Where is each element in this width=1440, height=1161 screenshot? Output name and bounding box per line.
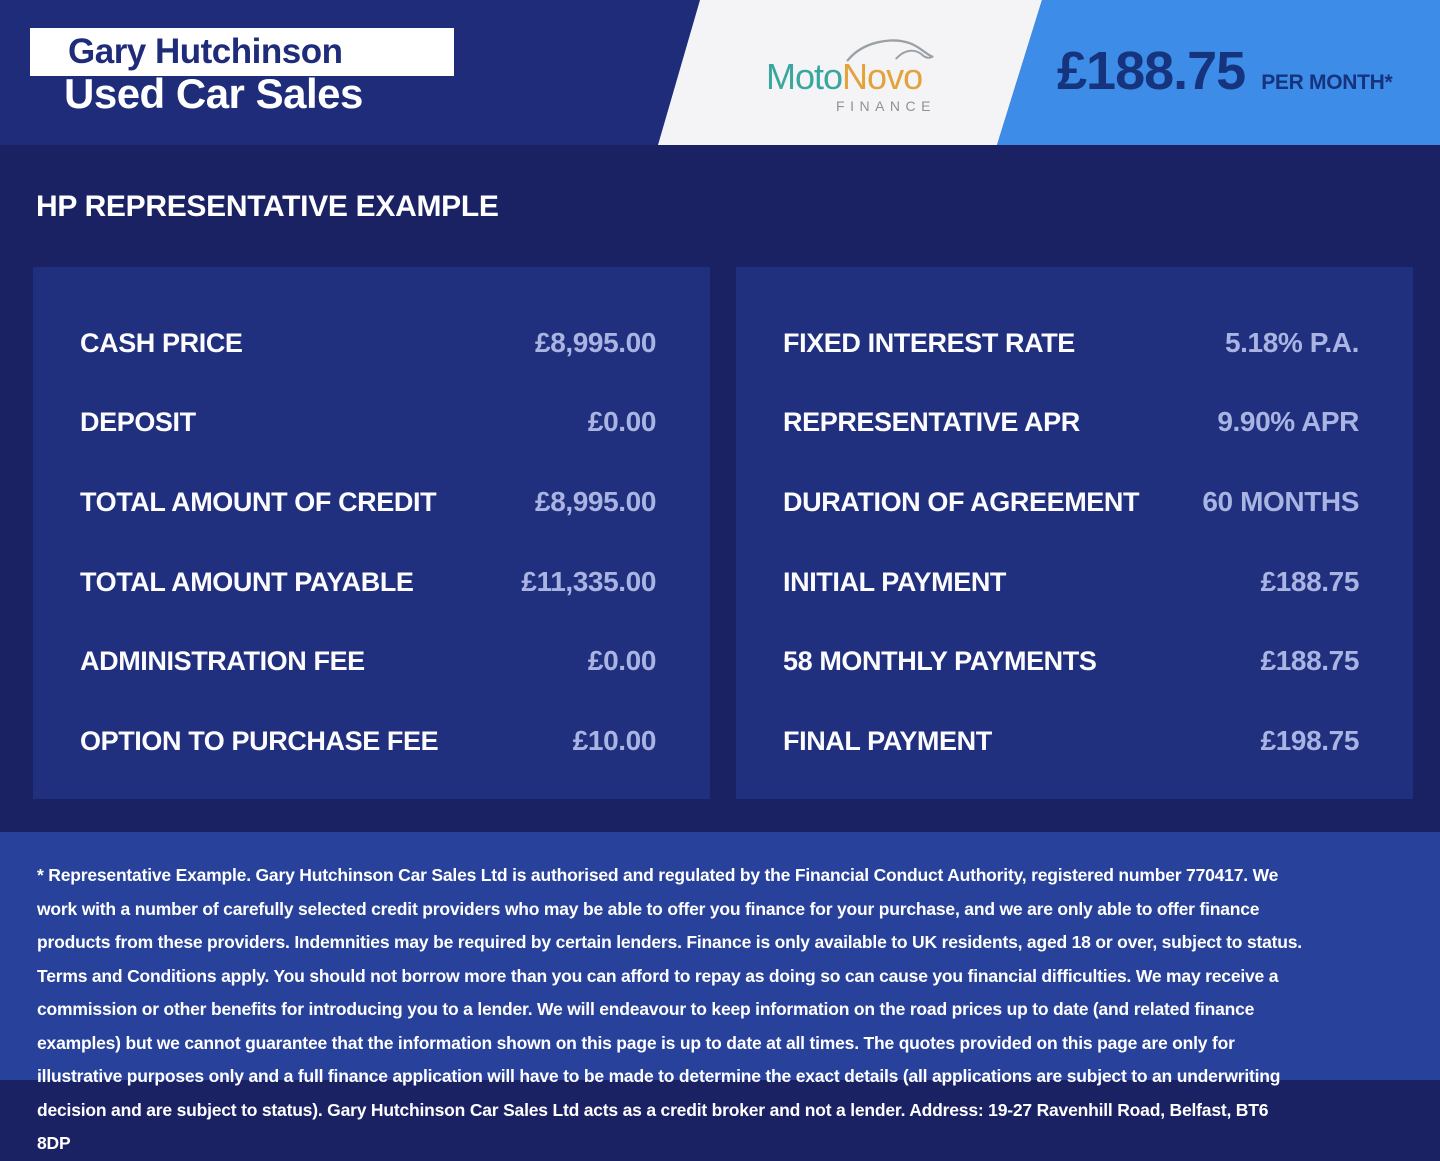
finance-panel-left [33, 267, 710, 799]
monthly-price [1057, 40, 1392, 102]
row-label: 58 MONTHLY PAYMENTS [783, 646, 1097, 677]
row-label: INITIAL PAYMENT [783, 566, 1007, 597]
table-row [783, 645, 1359, 677]
row-label: DEPOSIT [80, 407, 196, 438]
finance-logo [766, 36, 936, 114]
row-label: CASH PRICE [80, 327, 243, 358]
row-label: TOTAL AMOUNT OF CREDIT [80, 487, 437, 518]
table-row [783, 406, 1359, 438]
monthly-price-suffix: PER MONTH* [1261, 71, 1393, 94]
finance-logo-novo: Novo [842, 56, 923, 97]
row-value: 5.18% P.A. [1224, 326, 1359, 358]
disclaimer-text: * Representative Example. Gary Hutchinson Car Sales Ltd is authorised and regulated by the Financial Conduct Authority, registered number 770417. We work with a number of carefully selected credit providers who may be able to offer you finance for your purchase, and we are only able to offer finance products from these providers. Indemnities may be required by certain lenders. Finance is only available to UK residents, aged 18 or over, subject to status. Terms and Conditions apply. You should not borrow more than you can afford to repay as doing so can cause you financial difficulties. We may receive a commission or other benefits for introducing you to a lender. We will endeavour to keep information on the road prices up to date (and related finance examples) but we cannot guarantee that the information shown on this page is up to date at all times. The quotes provided on this page are only for illustrative purposes only and a full finance application will have to be made to determine the exact details (all applications are subject to an underwriting decision and are subject to status). Gary Hutchinson Car Sales Ltd acts as a credit broker and not a lender. Address: 19-27 Ravenhill Road, Belfast, BT6 8DP [37, 865, 1302, 1153]
row-value: 60 MONTHS [1202, 486, 1359, 518]
main-section [0, 145, 1440, 832]
table-row [783, 327, 1359, 359]
finance-logo-moto: Moto [766, 56, 843, 97]
row-value: £188.75 [1260, 565, 1359, 597]
table-row [783, 566, 1359, 598]
dealer-name: Gary Hutchinson [68, 32, 343, 71]
row-label: REPRESENTATIVE APR [783, 407, 1080, 438]
table-row [80, 486, 656, 518]
row-value: £10.00 [572, 725, 656, 757]
footer [0, 832, 1440, 1153]
row-value: £8,995.00 [535, 326, 656, 358]
header [0, 0, 1440, 145]
row-value: 9.90% APR [1217, 406, 1359, 438]
finance-logo-subtitle: FINANCE [836, 98, 936, 114]
row-value: £11,335.00 [521, 565, 656, 597]
table-row [80, 566, 656, 598]
dealer-logo [30, 28, 454, 76]
row-value: £198.75 [1260, 725, 1359, 757]
table-row [783, 725, 1359, 757]
row-value: £8,995.00 [535, 486, 656, 518]
row-label: DURATION OF AGREEMENT [783, 487, 1140, 518]
table-row [80, 406, 656, 438]
row-value: £0.00 [587, 645, 656, 677]
finance-panels [33, 267, 1413, 799]
table-row [80, 327, 656, 359]
row-label: OPTION TO PURCHASE FEE [80, 726, 439, 757]
car-swoosh-icon [844, 36, 936, 63]
dealer-tagline: Used Car Sales [64, 70, 363, 117]
row-label: TOTAL AMOUNT PAYABLE [80, 566, 414, 597]
row-label: FINAL PAYMENT [783, 726, 992, 757]
finance-panel-right [736, 267, 1413, 799]
table-row [783, 486, 1359, 518]
row-label: FIXED INTEREST RATE [783, 327, 1075, 358]
row-value: £0.00 [587, 406, 656, 438]
page-title: HP REPRESENTATIVE EXAMPLE [36, 190, 499, 223]
row-label: ADMINISTRATION FEE [80, 646, 365, 677]
table-row [80, 725, 656, 757]
table-row [80, 645, 656, 677]
monthly-price-amount: £188.75 [1057, 41, 1246, 101]
row-value: £188.75 [1260, 645, 1359, 677]
finance-logo-wordmark [766, 56, 936, 97]
